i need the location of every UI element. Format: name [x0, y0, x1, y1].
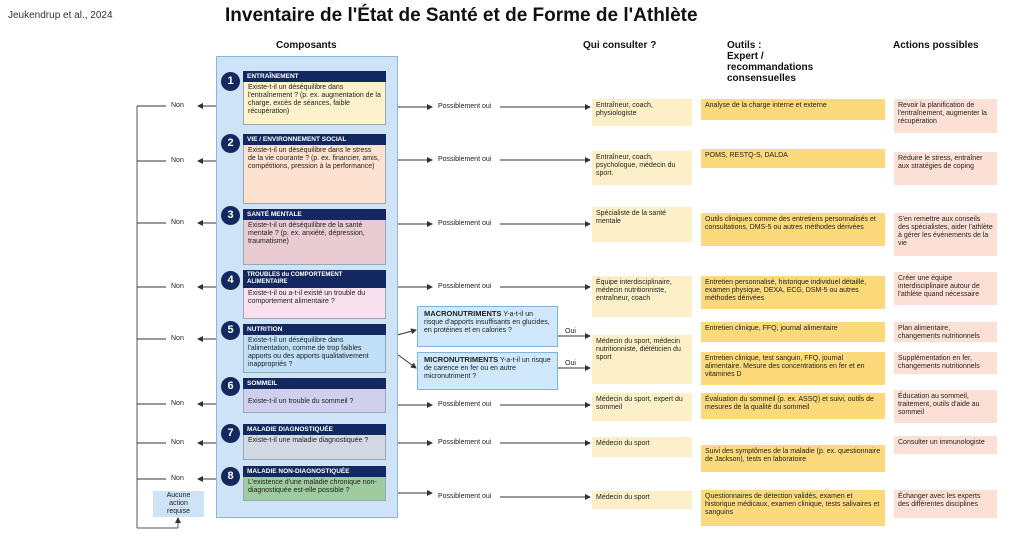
section-title: SANTÉ MENTALE	[243, 209, 386, 220]
section-title: MALADIE DIAGNOSTIQUÉE	[243, 424, 386, 435]
section-sante-mentale	[243, 209, 386, 265]
actions-troubles-alimentaires: Créer une équipe interdisciplinaire autour de l'athlète quand nécessaire	[894, 272, 997, 305]
tools-sante-mentale: Outils cliniques comme des entretiens personnalisés et consultations, DMS-5 ou autres méthodes dérivées	[701, 213, 885, 246]
label-non: Non	[171, 219, 184, 226]
label-oui: Oui	[565, 360, 576, 367]
tools-entrainement: Analyse de la charge interne et externe	[701, 99, 885, 120]
section-number-3: 3	[221, 206, 240, 225]
label-possibly-yes: Possiblement oui	[438, 103, 492, 110]
label-non: Non	[171, 400, 184, 407]
section-title: ENTRAÎNEMENT	[243, 71, 386, 82]
section-title: MALADIE NON-DIAGNOSTIQUÉE	[243, 466, 386, 477]
section-question: Existe-t-il une maladie diagnostiquée ?	[243, 435, 386, 460]
macronutrients-title: MACRONUTRIMENTS	[424, 309, 502, 318]
no-action-box	[153, 491, 204, 517]
who-maladie-diagnostiquee: Médecin du sport	[592, 437, 692, 457]
tools-maladie-diagnostiquee: Suivi des symptômes de la maladie (p. ex. questionnaire de Jackson), tests en laboratoire	[701, 445, 885, 472]
label-possibly-yes: Possiblement oui	[438, 283, 492, 290]
actions-sommeil: Éducation au sommeil, traitement, outils d'aide au sommeil	[894, 390, 997, 423]
who-sante-mentale: Spécialiste de la santé mentale	[592, 207, 692, 242]
section-title: VIE / ENVIRONNEMENT SOCIAL	[243, 134, 386, 145]
micronutrients-title: MICRONUTRIMENTS	[424, 355, 499, 364]
section-question: Existe-t-il ou a-t-il existé un trouble du comportement alimentaire ?	[243, 288, 386, 319]
actions-macronutrients: Plan alimentaire, changements nutritionnels	[894, 322, 997, 342]
label-possibly-yes: Possiblement oui	[438, 220, 492, 227]
tools-maladie-non-diagnostiquee: Questionnaires de détection validés, examen et historique médicaux, examen clinique, tests salivaires et sanguins	[701, 490, 885, 526]
section-title: SOMMEIL	[243, 378, 386, 389]
page-title: Inventaire de l'État de Santé et de Forme de l'Athlète	[225, 5, 698, 26]
actions-maladie-diagnostiquee: Consulter un immunologiste	[894, 436, 997, 454]
author-credit: Jeukendrup et al., 2024	[8, 10, 113, 21]
section-number-2: 2	[221, 134, 240, 153]
label-possibly-yes: Possiblement oui	[438, 156, 492, 163]
section-title: TROUBLES du COMPORTEMENT ALIMENTAIRE	[243, 270, 386, 288]
section-sommeil	[243, 378, 386, 413]
tools-troubles-alimentaires: Entretien personnalisé, historique individuel détaillé, examen physique, DEXA, ECG, DSM-5 ou autres méthodes dérivées	[701, 276, 885, 309]
tools-macronutrients: Entretien clinique, FFQ, journal alimentaire	[701, 322, 885, 342]
tools-micronutrients: Entretien clinique, test sanguin, FFQ, journal alimentaire. Mesure des concentrations en fer et en vitamines D	[701, 352, 885, 385]
header-qui: Qui consulter ?	[583, 40, 657, 51]
who-sommeil: Médecin du sport, expert du sommeil	[592, 393, 692, 421]
section-nutrition	[243, 324, 386, 373]
actions-micronutrients: Supplémentation en fer, changements nutritionnels	[894, 352, 997, 374]
label-non: Non	[171, 335, 184, 342]
actions-vie-social: Réduire le stress, entraîner aux stratégies de coping	[894, 152, 997, 185]
label-non: Non	[171, 475, 184, 482]
actions-maladie-non-diagnostiquee: Échanger avec les experts des différentes disciplines	[894, 490, 997, 518]
section-maladie-diagnostiquee	[243, 424, 386, 460]
section-question: Existe-t-il un déséquilibre dans le stress de la vie courante ? (p. ex. financier, amis, compétitions, pression à la performance)	[243, 145, 386, 204]
section-number-7: 7	[221, 424, 240, 443]
label-non: Non	[171, 439, 184, 446]
who-nutrition: Médecin du sport, médecin nutritionniste, diététicien du sport	[592, 335, 692, 384]
macronutrients-box	[417, 306, 558, 347]
who-troubles-alimentaires: Équipe interdisciplinaire, médecin nutritionniste, entraîneur, coach	[592, 276, 692, 317]
label-possibly-yes: Possiblement oui	[438, 439, 492, 446]
label-non: Non	[171, 283, 184, 290]
section-entrainement	[243, 71, 386, 125]
section-number-4: 4	[221, 271, 240, 290]
no-action-text: Aucune action requise	[166, 492, 191, 515]
section-number-5: 5	[221, 321, 240, 340]
tools-sommeil: Évaluation du sommeil (p. ex. ASSQ) et suivi, outils de mesures de la qualité du sommeil	[701, 393, 885, 419]
section-question: Existe-t-il un déséquilibre dans l'entraînement ? (p. ex. augmentation de la charge, excès de séances, faible récupération)	[243, 82, 386, 125]
header-composants: Composants	[276, 40, 337, 51]
section-question: Existe-t-il un déséquilibre de la santé mentale ? (p. ex. anxiété, dépression, traumatisme)	[243, 220, 386, 265]
label-non: Non	[171, 157, 184, 164]
section-vie-social	[243, 134, 386, 204]
tools-vie-social: POMS, RESTQ-S, DALDA	[701, 149, 885, 168]
section-question: Existe-t-il un déséquilibre dans l'alimentation, comme de trop faibles apports ou des apports qualitativement inappropriés ?	[243, 335, 386, 373]
actions-entrainement: Revoir la planification de l'entraînement, augmenter la récupération	[894, 99, 997, 133]
section-question: Existe-t-il un trouble du sommeil ?	[243, 389, 386, 413]
section-maladie-non-diagnostiquee	[243, 466, 386, 501]
label-oui: Oui	[565, 328, 576, 335]
label-possibly-yes: Possiblement oui	[438, 493, 492, 500]
micronutrients-box	[417, 352, 558, 390]
section-question: L'existence d'une maladie chronique non-diagnostiquée est-elle possible ?	[243, 477, 386, 501]
section-number-1: 1	[221, 72, 240, 91]
header-actions: Actions possibles	[893, 40, 979, 51]
who-vie-social: Entraîneur, coach, psychologue, médecin du sport.	[592, 151, 692, 185]
who-entrainement: Entraîneur, coach, physiologiste	[592, 99, 692, 126]
who-maladie-non-diagnostiquee: Médecin du sport	[592, 491, 692, 509]
actions-sante-mentale: S'en remettre aux conseils des spécialistes, aider l'athlète à gérer les événements de la vie	[894, 213, 997, 256]
section-number-6: 6	[221, 377, 240, 396]
section-troubles-alimentaires	[243, 270, 386, 319]
label-possibly-yes: Possiblement oui	[438, 401, 492, 408]
micronutrients-text: Y-a-t-il un risque de carence en fer ou en autre micronutriment ?	[424, 357, 551, 380]
header-outils: Outils : Expert / recommandations consensuelles	[727, 40, 814, 84]
label-non: Non	[171, 102, 184, 109]
macronutrients-text: Y-a-t-il un risque d'apports insuffisants en glucides, en protéines et en calories ?	[424, 311, 550, 334]
section-title: NUTRITION	[243, 324, 386, 335]
section-number-8: 8	[221, 467, 240, 486]
